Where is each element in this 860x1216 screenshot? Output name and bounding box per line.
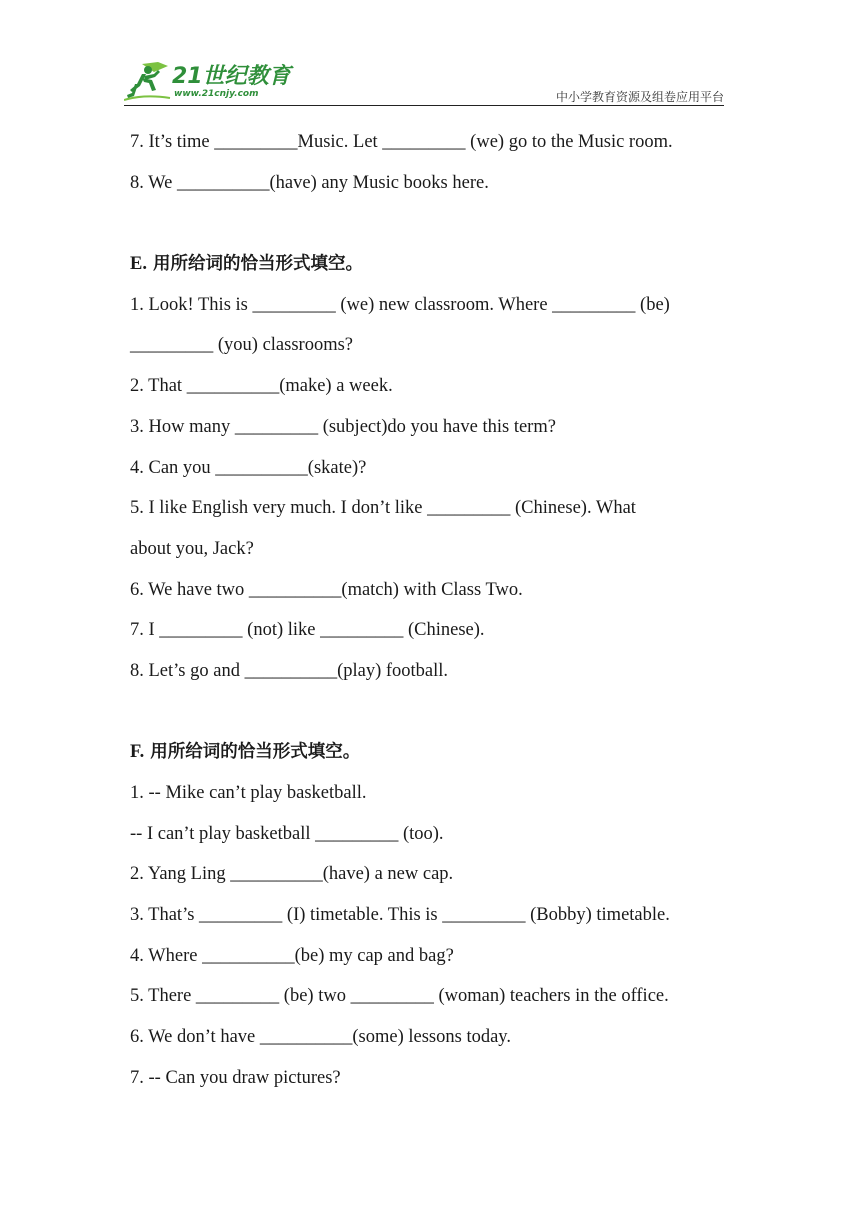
exercise-line: _________ (you) classrooms? [130, 335, 353, 356]
exercise-line: 5. I like English very much. I don’t like _________ (Chinese). What [130, 498, 636, 519]
exercise-line: 7. I _________ (not) like _________ (Chinese). [130, 620, 485, 641]
exercise-line: 8. Let’s go and __________(play) football. [130, 660, 449, 681]
exercise-line: about you, Jack? [130, 538, 254, 559]
exercise-line: 7. -- Can you draw pictures? [130, 1067, 341, 1088]
exercise-line: 2. Yang Ling __________(have) a new cap. [130, 864, 454, 885]
running-figure-icon [124, 60, 172, 102]
exercise-line: 8. We __________(have) any Music books here. [130, 172, 489, 193]
exercise-line: 1. -- Mike can’t play basketball. [130, 783, 367, 803]
exercise-line: 7. It’s time _________Music. Let _________ (we) go to the Music room. [130, 132, 673, 152]
section-e-title: 用所给词的恰当形式填空。 [152, 254, 363, 275]
exercise-line: 3. How many _________ (subject)do you have this term? [130, 416, 556, 437]
section-f-letter: F. [130, 742, 145, 763]
exercise-line: -- I can’t play basketball _________ (too). [130, 823, 444, 844]
header-divider [124, 105, 724, 106]
worksheet-content [130, 122, 730, 1099]
exercise-line: 4. Where __________(be) my cap and bag? [130, 945, 454, 966]
exercise-line: 6. We don’t have __________(some) lessons today. [130, 1027, 511, 1048]
section-e-heading [130, 244, 730, 285]
spacer [130, 692, 730, 733]
exercise-line: 4. Can you __________(skate)? [130, 457, 367, 478]
section-f-heading [130, 732, 730, 773]
exercise-line: 5. There _________ (be) two _________ (woman) teachers in the office. [130, 986, 669, 1007]
exercise-line: 3. That’s _________ (I) timetable. This is _________ (Bobby) timetable. [130, 905, 670, 926]
page-header [124, 58, 724, 106]
site-logo [124, 58, 294, 104]
exercise-line: 2. That __________(make) a week. [130, 376, 393, 397]
section-e-letter: E. [130, 254, 147, 275]
section-f-title: 用所给词的恰当形式填空。 [150, 742, 361, 763]
header-platform-text: 中小学教育资源及组卷应用平台 [555, 90, 724, 104]
logo-title: 21世纪教育 [172, 64, 291, 89]
exercise-line: 6. We have two __________(match) with Class Two. [130, 579, 523, 600]
exercise-line: 1. Look! This is _________ (we) new classroom. Where _________ (be) [130, 294, 670, 315]
logo-url: www.21cnjy.com [174, 89, 259, 99]
spacer [130, 203, 730, 244]
